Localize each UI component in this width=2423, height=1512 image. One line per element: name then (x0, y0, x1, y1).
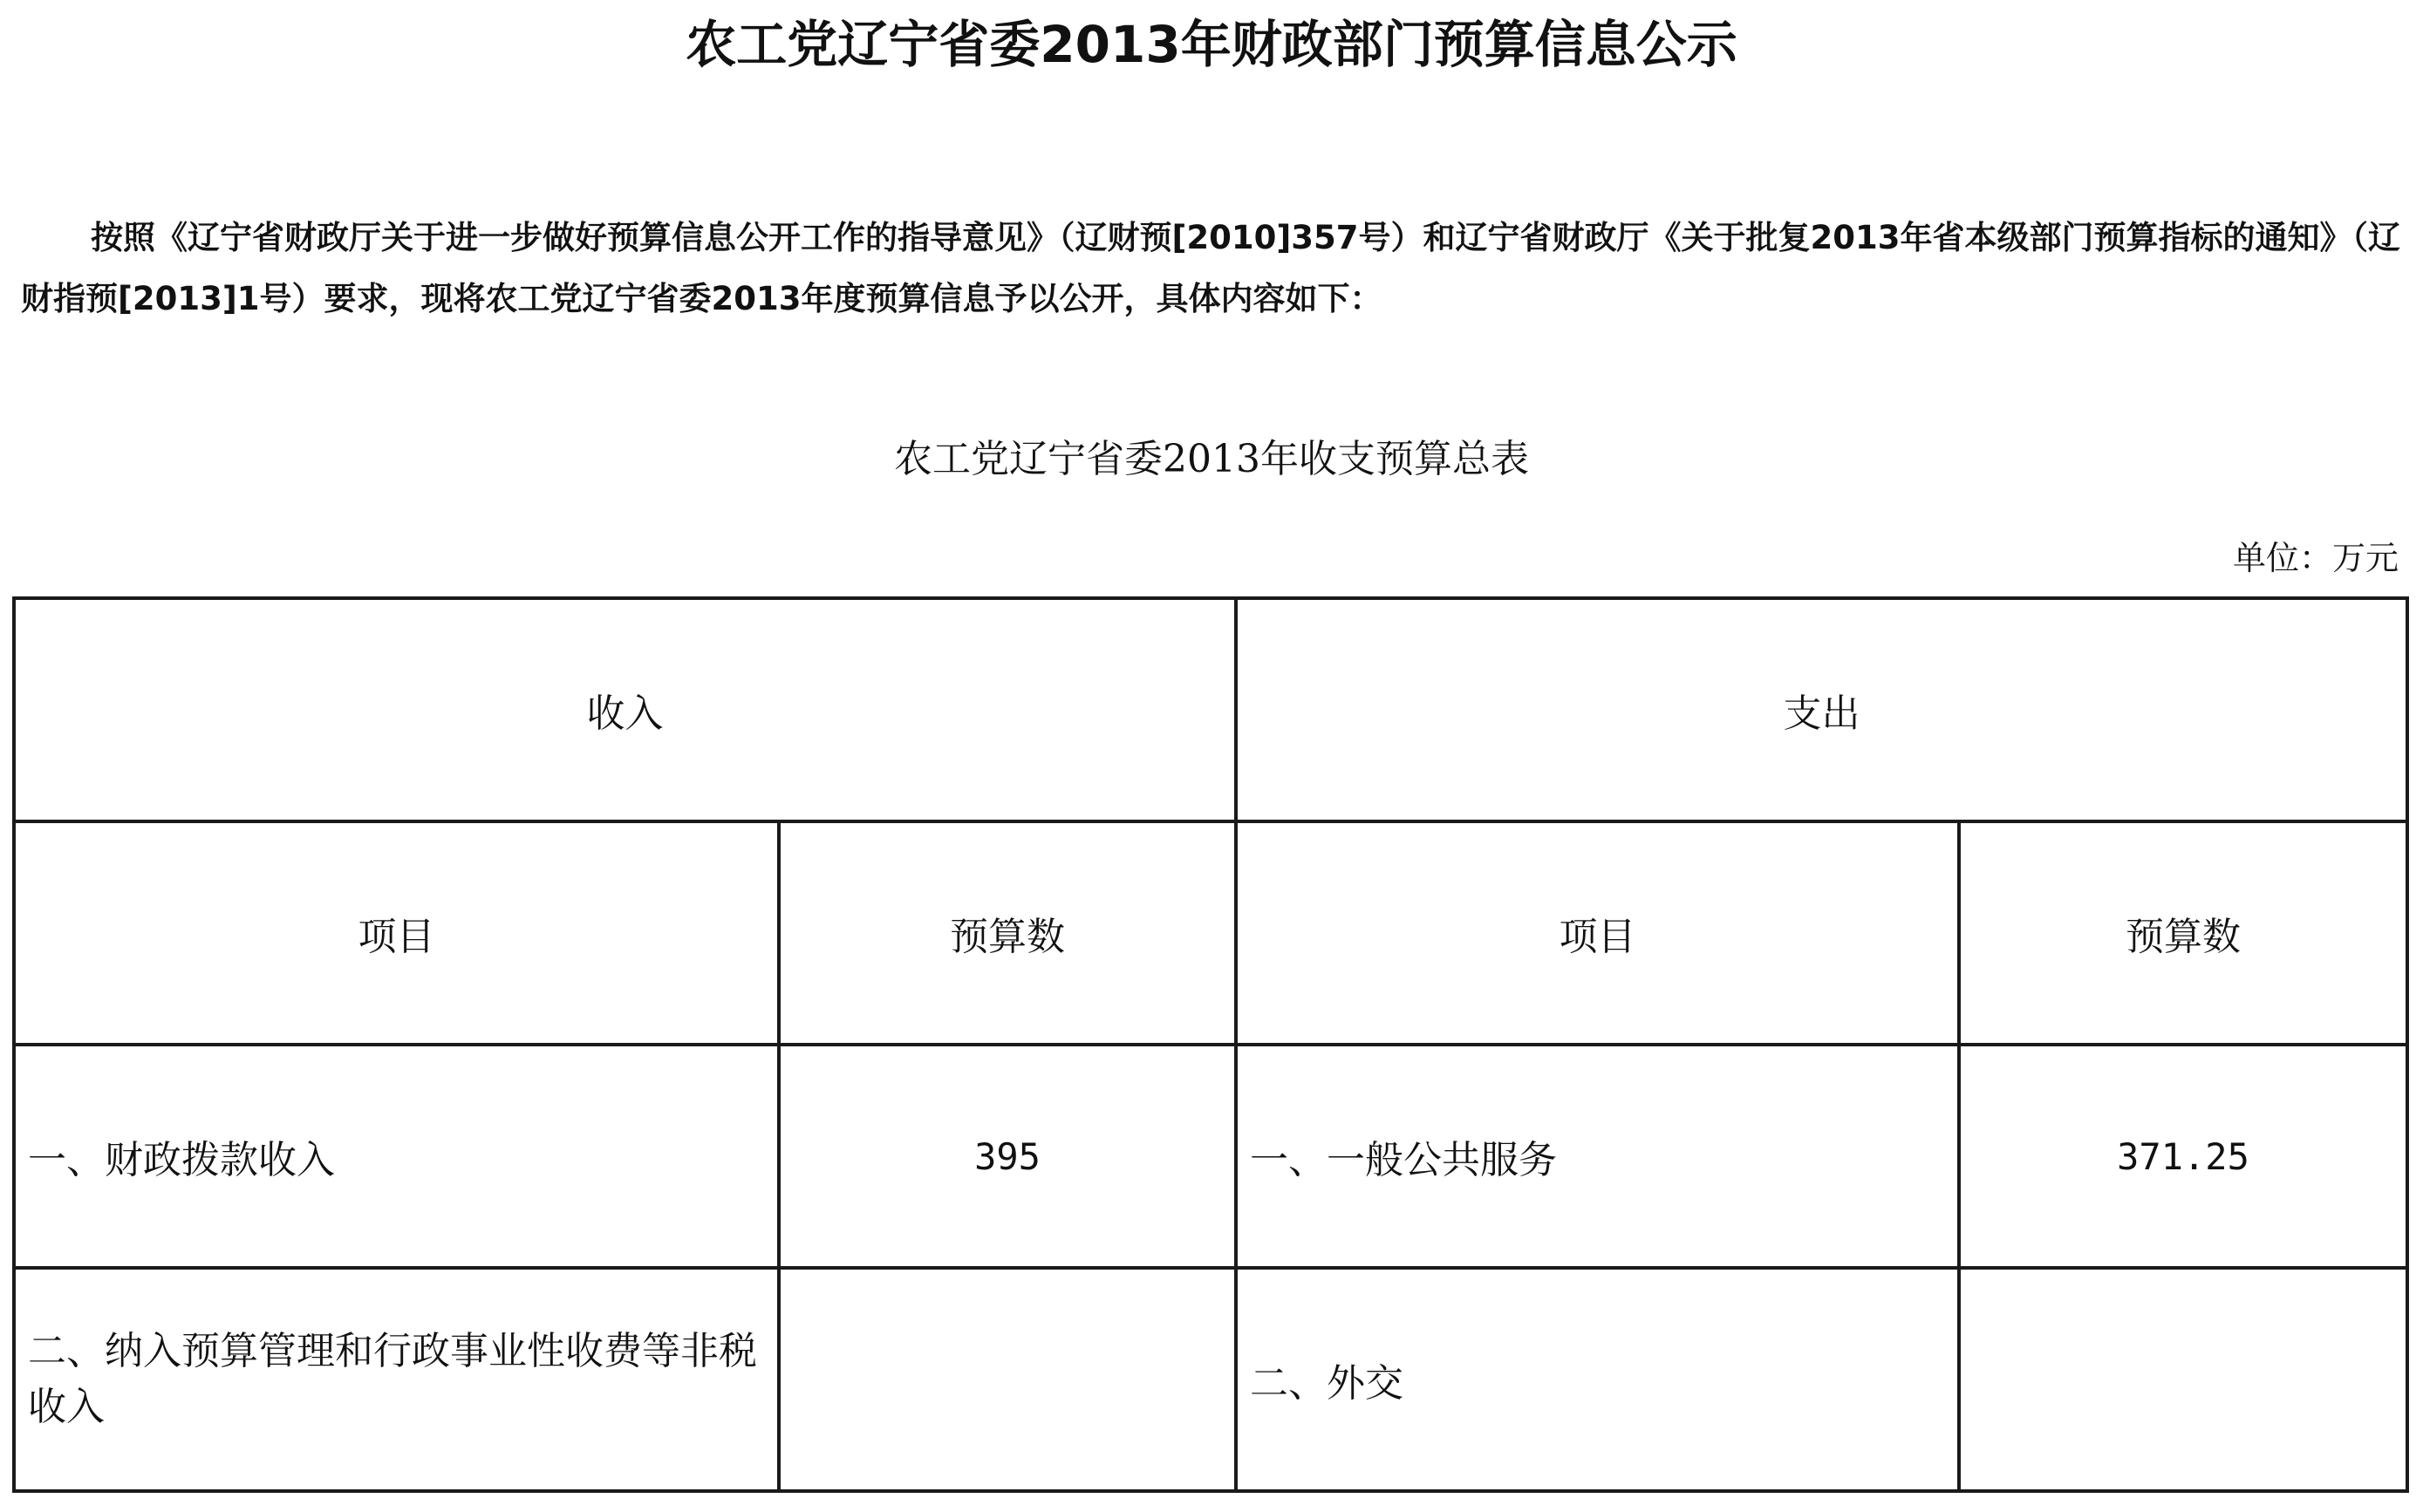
unit-label: 单位：万元 (2232, 539, 2399, 577)
income-item-header: 项目 (14, 821, 779, 1045)
expense-amount-cell (1959, 1268, 2407, 1491)
intro-paragraph: 按照《辽宁省财政厅关于进一步做好预算信息公开工作的指导意见》（辽财预[2010]357号）和辽宁省财政厅《关于批复2013年省本级部门预算指标的通知》（辽财指预[2013]1号）要求，现将农工党辽宁省委2013年度预算信息予以公开，具体内容如下： (21, 219, 2401, 317)
income-amount-cell (779, 1268, 1236, 1491)
income-header: 收入 (14, 598, 1236, 821)
budget-summary-table (12, 596, 2409, 1493)
income-amount-header: 预算数 (779, 821, 1236, 1045)
expense-amount-header: 预算数 (1959, 821, 2407, 1045)
expense-header: 支出 (1236, 598, 2407, 821)
income-item-cell: 一、财政拨款收入 (14, 1045, 779, 1268)
income-item-cell: 二、纳入预算管理和行政事业性收费等非税收入 (14, 1268, 779, 1491)
document-title: 农工党辽宁省委2013年财政部门预算信息公示 (686, 15, 1737, 74)
expense-item-header: 项目 (1236, 821, 1959, 1045)
table-row (14, 1045, 2407, 1268)
table-row (14, 1268, 2407, 1491)
table-header-row-group (14, 598, 2407, 821)
expense-item-cell: 一、一般公共服务 (1236, 1045, 1959, 1268)
expense-amount-cell: 371.25 (1959, 1045, 2407, 1268)
income-amount-cell: 395 (779, 1045, 1236, 1268)
table-title: 农工党辽宁省委2013年收支预算总表 (894, 437, 1529, 481)
table-header-row-columns (14, 821, 2407, 1045)
expense-item-cell: 二、外交 (1236, 1268, 1959, 1491)
